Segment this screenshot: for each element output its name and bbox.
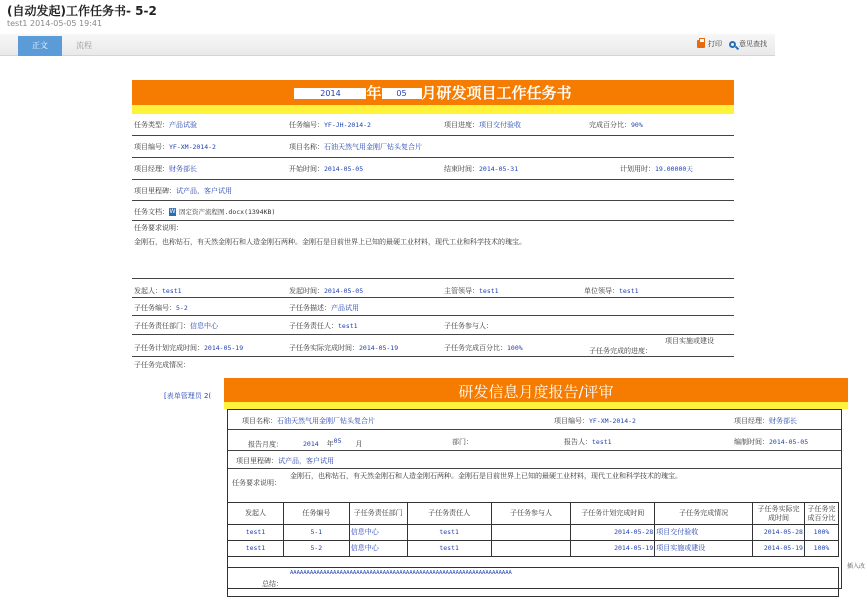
report-form	[227, 409, 842, 589]
table-cell: test1	[407, 525, 491, 541]
table-header: 子任务责任部门	[349, 503, 407, 525]
table-cell: test1	[228, 525, 284, 541]
table-cell: 项目实施或建设	[655, 541, 753, 557]
summary-text: AAAAAAAAAAAAAAAAAAAAAAAAAAAAAAAAAAAAAAAAAAAAAAAAAAAAAAAAAAAAAAAAAAA	[290, 570, 512, 576]
project-no-field: 项目编号：YF-XM-2014-2	[134, 143, 216, 151]
table-header: 子任务实际完成时间	[753, 503, 805, 525]
table-cell: test1	[228, 541, 284, 557]
progress-field: 项目进度：项目交付验收	[444, 121, 521, 129]
form-row	[132, 298, 734, 316]
table-header: 子任务计划完成时间	[571, 503, 655, 525]
page-subtitle: test1 2014-05-05 19:41	[7, 19, 103, 28]
opinion-search-button[interactable]: 意见查找	[739, 40, 767, 48]
table-cell: 100%	[804, 541, 838, 557]
subtask-dept-field: 子任务责任部门：信息中心	[134, 322, 218, 330]
task-doc-banner	[132, 80, 734, 105]
table-row	[228, 541, 839, 557]
table-row	[228, 525, 839, 541]
end-time-field: 结束时间：2014-05-31	[444, 165, 519, 173]
initiate-time-field: 发起时间：2014-05-05	[289, 287, 364, 295]
yellow-band	[132, 105, 734, 114]
clipped-text: [表单管理员 2(	[164, 392, 212, 400]
subtask-status-label: 子任务完成情况：	[134, 361, 190, 369]
table-cell	[491, 541, 571, 557]
task-type-field: 任务类型：产品试验	[134, 121, 197, 129]
table-cell: 2014-05-28	[571, 525, 655, 541]
table-cell: 100%	[804, 525, 838, 541]
subtask-progress-label: 子任务完成的进度：	[589, 347, 652, 355]
report-requirement-text: 金刚石，也称钻石，有天然金刚石和人造金刚石两种。金刚石是目前世界上已知的最硬工业材料，现代工业和科学技术的瑰宝。	[290, 472, 682, 480]
report-manager: 项目经理：财务部长	[734, 417, 797, 425]
title-suffix: 月研发项目工作任务书	[421, 84, 572, 102]
search-icon[interactable]	[729, 41, 736, 48]
subtask-desc-field: 子任务描述：产品试用	[289, 304, 359, 312]
report-milestone: 项目里程碑：试产品，客户试用	[236, 457, 334, 465]
word-doc-icon: W	[169, 208, 176, 215]
percent-field: 完成百分比：90%	[589, 121, 643, 129]
planned-time-field: 计划用时：19.00000天	[620, 165, 693, 173]
report-project-name: 项目名称：石油天然气用金刚厂钻头复合片	[242, 417, 375, 425]
table-cell: 2014-05-28	[753, 525, 805, 541]
requirement-text: 金刚石，也称钻石，有天然金刚石和人造金刚石两种。金刚石是目前世界上已知的最硬工业材料，现代工业和科学技术的瑰宝。	[134, 238, 526, 246]
form-row	[228, 469, 841, 494]
form-row	[228, 451, 841, 469]
table-cell: 项目交付验收	[655, 525, 753, 541]
tab-main-text[interactable]: 正文	[18, 36, 62, 56]
form-row	[228, 410, 841, 430]
year-field[interactable]: 2014	[294, 88, 366, 99]
table-header: 子任务责任人	[407, 503, 491, 525]
subtask-table	[227, 502, 839, 557]
table-header: 子任务参与人	[491, 503, 571, 525]
subtask-progress-value: 项目实施或建设	[665, 337, 714, 345]
report-document	[224, 378, 848, 589]
form-row	[132, 136, 734, 158]
month-field[interactable]: 05	[382, 88, 422, 99]
toolbar	[697, 39, 767, 49]
table-cell: test1	[407, 541, 491, 557]
form-row	[132, 221, 734, 279]
report-requirement-label: 任务要求说明：	[232, 479, 281, 487]
report-month: 报告月度： 2014 年05 月	[248, 437, 363, 449]
yellow-band	[224, 402, 848, 409]
table-cell: 信息中心	[349, 525, 407, 541]
form-row	[132, 114, 734, 136]
subtask-participants-field: 子任务参与人：	[444, 322, 493, 330]
project-name-field: 项目名称：石油天然气用金刚厂钻头复合片	[289, 143, 422, 151]
initiator-field: 发起人：test1	[134, 287, 182, 295]
table-cell: 2014-05-19	[753, 541, 805, 557]
form-row	[228, 430, 841, 451]
document-link[interactable]: 固定资产流程图.docx(1394KB)	[179, 208, 276, 216]
table-cell: 5-2	[283, 541, 349, 557]
report-department: 部门：	[452, 438, 473, 446]
supervisor-field: 主管领导：test1	[444, 287, 499, 295]
form-row	[132, 279, 734, 298]
summary-label: 总结：	[262, 580, 283, 588]
start-time-field: 开始时间：2014-05-05	[289, 165, 364, 173]
form-row	[132, 357, 734, 371]
year-char: 年	[366, 84, 382, 102]
milestone-field: 项目里程碑：试产品，客户试用	[134, 187, 232, 195]
task-document	[132, 80, 734, 371]
table-header: 任务编号	[283, 503, 349, 525]
task-no-field: 任务编号：YF-JH-2014-2	[289, 121, 371, 129]
report-title: 研发信息月度报告/评审	[458, 383, 614, 401]
table-header: 子任务完成情况	[655, 503, 753, 525]
requirement-label: 任务要求说明：	[134, 224, 183, 232]
table-header-row	[228, 503, 839, 525]
table-cell: 5-1	[283, 525, 349, 541]
table-header: 发起人	[228, 503, 284, 525]
table-cell: 信息中心	[349, 541, 407, 557]
page-title: (自动发起)工作任务书- 5-2	[7, 4, 157, 18]
subtask-no-field: 子任务编号：5-2	[134, 304, 188, 312]
resize-hint[interactable]: 插入改	[846, 563, 865, 570]
subtask-plan-time-field: 子任务计划完成时间：2014-05-19	[134, 344, 244, 352]
form-row	[132, 180, 734, 201]
report-reporter: 报告人：test1	[564, 438, 612, 446]
print-button[interactable]: 打印	[708, 40, 722, 48]
subtask-owner-field: 子任务责任人：test1	[289, 322, 358, 330]
subtask-actual-time-field: 子任务实际完成时间：2014-05-19	[289, 344, 399, 352]
form-row	[132, 201, 734, 221]
tab-bar	[0, 34, 775, 56]
manager-field: 项目经理：财务部长	[134, 165, 197, 173]
table-header: 子任务完成百分比	[804, 503, 838, 525]
subtask-percent-field: 子任务完成百分比：100%	[444, 344, 523, 352]
unit-leader-field: 单位领导：test1	[584, 287, 639, 295]
report-made-time: 编制时间：2014-05-05	[734, 438, 809, 446]
form-row	[132, 158, 734, 180]
report-project-no: 项目编号：YF-XM-2014-2	[554, 417, 636, 425]
document-field: 任务文档：W 固定资产流程图.docx(1394KB)	[134, 208, 276, 216]
task-doc-title	[132, 82, 734, 103]
table-cell	[491, 525, 571, 541]
tab-process[interactable]: 流程	[76, 41, 92, 50]
printer-icon[interactable]	[697, 40, 705, 48]
table-cell: 2014-05-19	[571, 541, 655, 557]
form-row	[132, 335, 734, 357]
report-banner	[224, 378, 848, 402]
form-row	[132, 316, 734, 335]
summary-row	[227, 567, 839, 597]
